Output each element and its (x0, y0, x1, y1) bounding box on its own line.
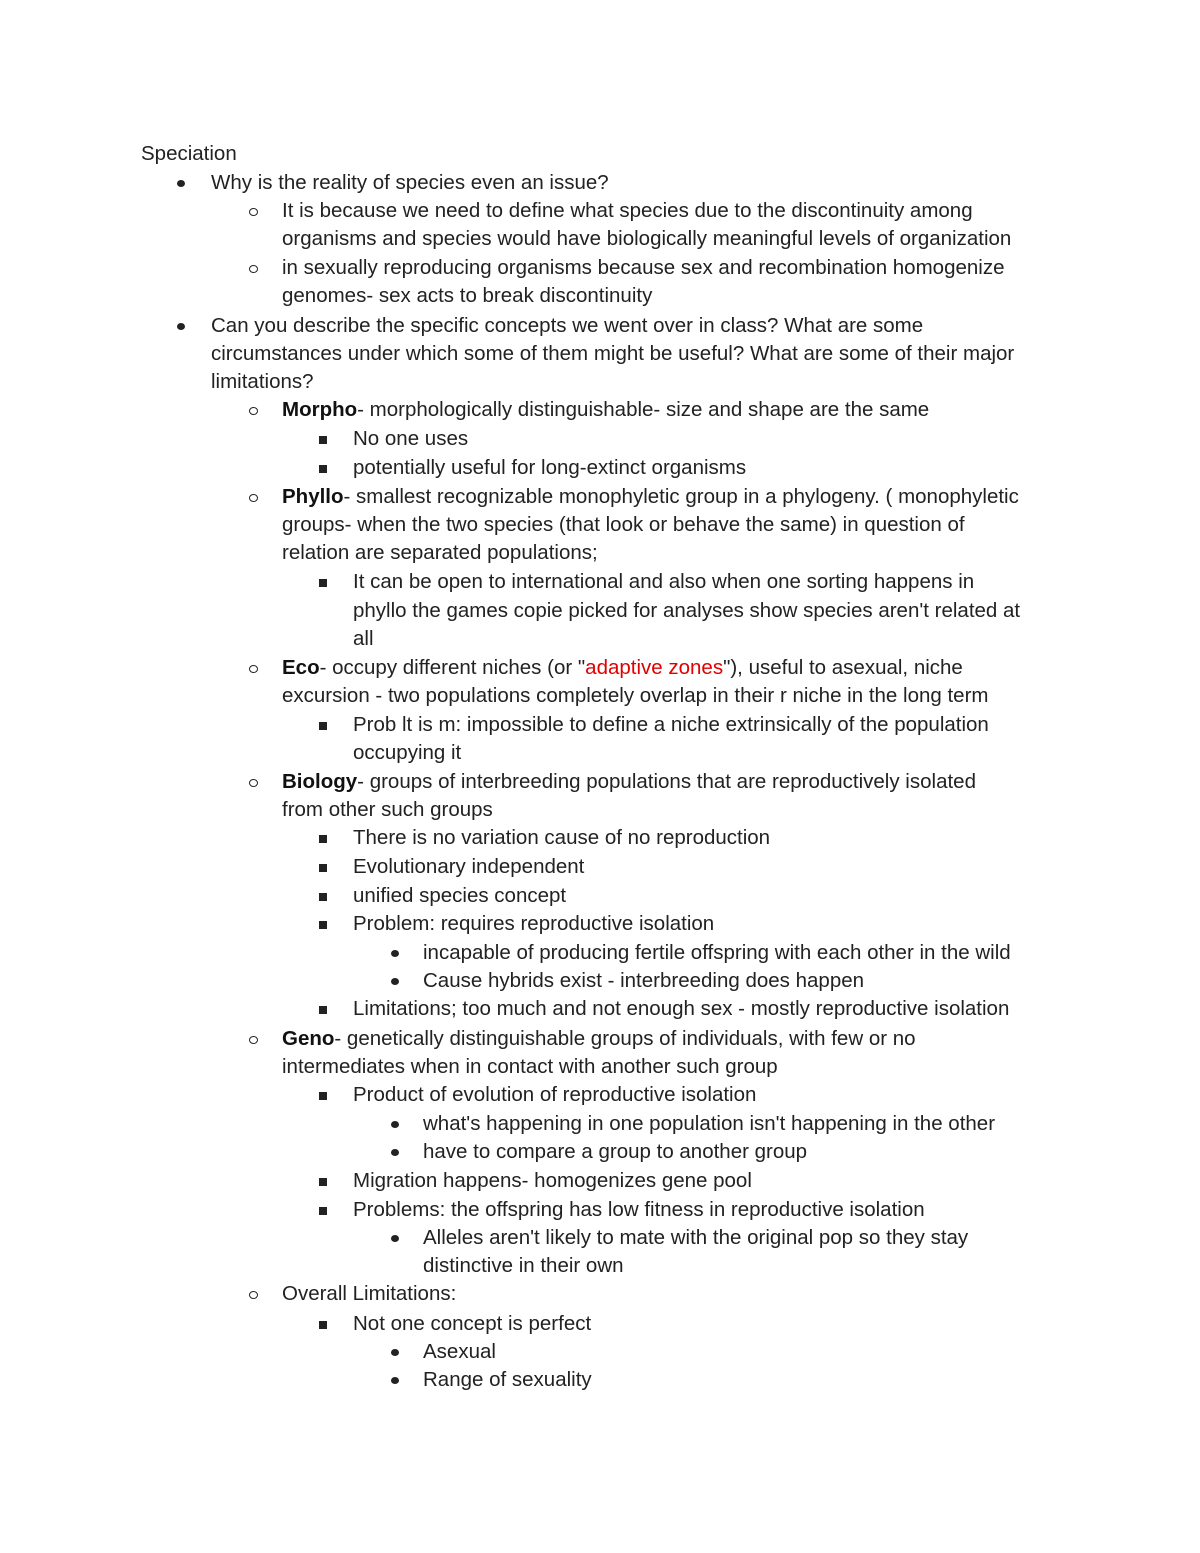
phyllo-point-1-line-3: all (353, 627, 374, 650)
bullet-disc-icon (391, 978, 399, 985)
question-2-line-3: limitations? (211, 370, 314, 393)
eco-point-1-line-1: Prob lt is m: impossible to define a niche extrinsically of the population (353, 713, 989, 736)
geno-point-3: Problems: the offspring has low fitness in reproductive isolation (353, 1198, 925, 1221)
biology-point-4: Problem: requires reproductive isolation (353, 912, 715, 935)
q1-answer-1-line-1: It is because we need to define what species due to the discontinuity among (282, 199, 973, 222)
phyllo-term: Phyllo (282, 485, 344, 508)
bullet-disc-icon (177, 180, 185, 187)
bullet-disc-icon (391, 950, 399, 957)
biology-point-1: There is no variation cause of no reproduction (353, 826, 771, 849)
bullet-circle-icon (249, 1036, 258, 1044)
morpho-term: Morpho (282, 398, 358, 421)
phyllo-definition-line-3: relation are separated populations; (282, 541, 598, 564)
eco-def-text-b: "), useful to asexual, niche (723, 656, 963, 679)
bullet-disc-icon (391, 1121, 399, 1128)
bullet-disc-icon (391, 1235, 399, 1242)
eco-definition-line-1 (282, 654, 963, 682)
bullet-circle-icon (249, 1291, 258, 1299)
question-2-line-1: Can you describe the specific concepts we went over in class? What are some (211, 314, 924, 337)
bullet-circle-icon (249, 494, 258, 502)
geno-definition-line-2: intermediates when in contact with another such group (282, 1055, 778, 1078)
q1-answer-2-line-2: genomes- sex acts to break discontinuity (282, 284, 653, 307)
bullet-disc-icon (391, 1377, 399, 1384)
bullet-circle-icon (249, 407, 258, 415)
biology-term: Biology (282, 770, 358, 793)
biology-point-4-sub-2: Cause hybrids exist - interbreeding does happen (423, 969, 865, 992)
bullet-square-icon (319, 1321, 327, 1329)
geno-point-1-sub-2: have to compare a group to another group (423, 1140, 808, 1163)
question-1: Why is the reality of species even an issue? (211, 171, 609, 194)
question-2-line-2: circumstances under which some of them might be useful? What are some of their major (211, 342, 1015, 365)
biology-point-2: Evolutionary independent (353, 855, 585, 878)
bullet-square-icon (319, 1006, 327, 1014)
bullet-square-icon (319, 1178, 327, 1186)
bullet-square-icon (319, 436, 327, 444)
geno-definition-line-1 (282, 1025, 916, 1053)
bullet-square-icon (319, 465, 327, 473)
phyllo-point-1-line-1: It can be open to international and also when one sorting happens in (353, 570, 975, 593)
bullet-square-icon (319, 1207, 327, 1215)
geno-term: Geno (282, 1027, 335, 1050)
geno-point-2: Migration happens- homogenizes gene pool (353, 1169, 752, 1192)
biology-point-5: Limitations; too much and not enough sex - mostly reproductive isolation (353, 997, 1010, 1020)
morpho-point-2: potentially useful for long-extinct organisms (353, 456, 747, 479)
geno-point-1-sub-1: what's happening in one population isn't happening in the other (423, 1112, 996, 1135)
q1-answer-2-line-1: in sexually reproducing organisms because sex and recombination homogenize (282, 256, 1005, 279)
overall-point-1-sub-2: Range of sexuality (423, 1368, 592, 1391)
biology-definition-line-2: from other such groups (282, 798, 493, 821)
bullet-disc-icon (391, 1349, 399, 1356)
overall-limitations-label: Overall Limitations: (282, 1282, 457, 1305)
morpho-point-1: No one uses (353, 427, 469, 450)
phyllo-point-1-line-2: phyllo the games copie picked for analyses show species aren't related at (353, 599, 1021, 622)
eco-point-1-line-2: occupying it (353, 741, 462, 764)
document-title: Speciation (141, 142, 237, 165)
adaptive-zones-highlight: adaptive zones (585, 656, 724, 679)
geno-point-3-sub-1-line-1: Alleles aren't likely to mate with the original pop so they stay (423, 1226, 969, 1249)
bullet-circle-icon (249, 265, 258, 273)
geno-point-1: Product of evolution of reproductive isolation (353, 1083, 757, 1106)
bullet-disc-icon (177, 323, 185, 330)
bullet-square-icon (319, 579, 327, 587)
morpho-def-text: - morphologically distinguishable- size and shape are the same (357, 398, 930, 421)
geno-point-3-sub-1-line-2: distinctive in their own (423, 1254, 624, 1277)
bullet-circle-icon (249, 779, 258, 787)
eco-def-text-a: - occupy different niches (or " (319, 656, 586, 679)
phyllo-definition-line-1 (282, 483, 1019, 511)
overall-point-1-sub-1: Asexual (423, 1340, 496, 1363)
eco-term: Eco (282, 656, 320, 679)
bullet-circle-icon (249, 665, 258, 673)
eco-definition-line-2: excursion - two populations completely overlap in their r niche in the long term (282, 684, 989, 707)
bullet-square-icon (319, 1092, 327, 1100)
q1-answer-1-line-2: organisms and species would have biologically meaningful levels of organization (282, 227, 1012, 250)
phyllo-def-text: - smallest recognizable monophyletic group in a phylogeny. ( monophyletic (343, 485, 1019, 508)
bullet-square-icon (319, 893, 327, 901)
bullet-square-icon (319, 864, 327, 872)
geno-def-text: - genetically distinguishable groups of individuals, with few or no (334, 1027, 916, 1050)
bullet-square-icon (319, 835, 327, 843)
biology-point-4-sub-1: incapable of producing fertile offspring with each other in the wild (423, 941, 1011, 964)
phyllo-definition-line-2: groups- when the two species (that look or behave the same) in question of (282, 513, 965, 536)
biology-point-3: unified species concept (353, 884, 567, 907)
bullet-circle-icon (249, 208, 258, 216)
overall-point-1: Not one concept is perfect (353, 1312, 592, 1335)
bullet-disc-icon (391, 1149, 399, 1156)
bullet-square-icon (319, 722, 327, 730)
biology-def-text: - groups of interbreeding populations that are reproductively isolated (357, 770, 976, 793)
morpho-definition (282, 396, 929, 424)
biology-definition-line-1 (282, 768, 976, 796)
bullet-square-icon (319, 921, 327, 929)
